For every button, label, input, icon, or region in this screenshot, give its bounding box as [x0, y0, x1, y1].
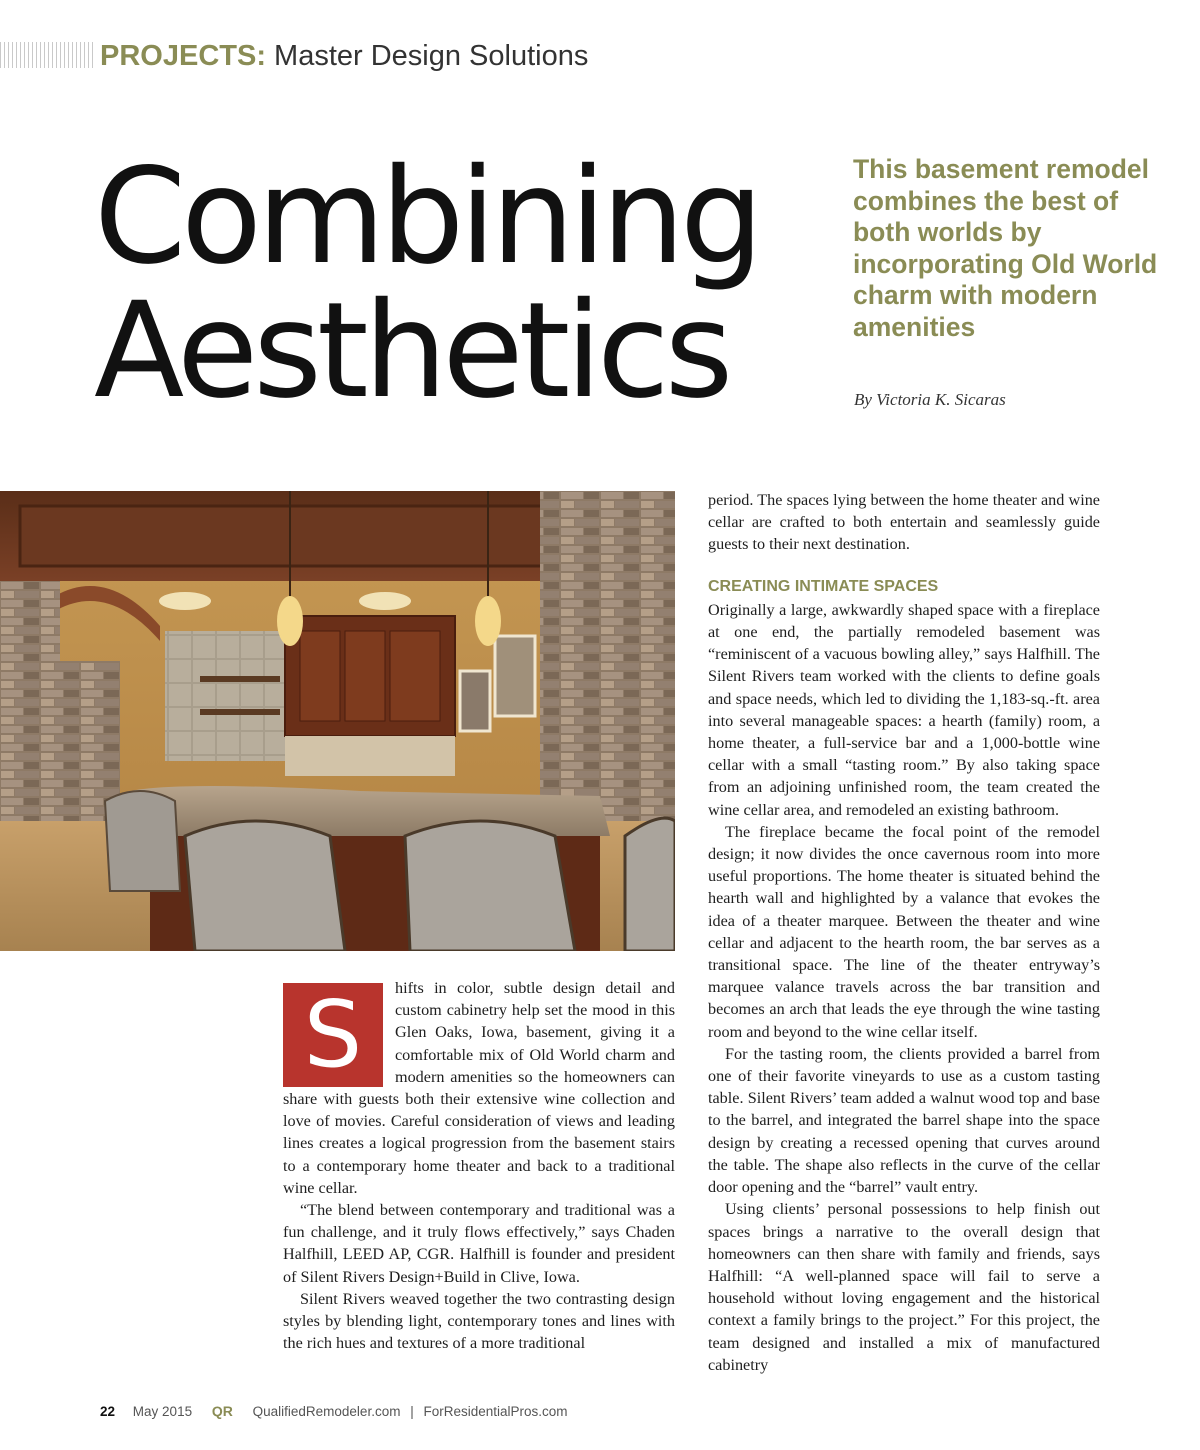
headline-line-2: Aesthetics [94, 274, 729, 428]
page-footer [100, 1403, 568, 1419]
body-paragraph: “The blend between contemporary and traditional was a fun challenge, and it truly flows effectively,” says Chaden Halfhill, LEED AP, CGR. Halfhill is founder and president of Silent Rivers Design+Build in Clive, Iowa. [283, 1201, 675, 1286]
body-column-left [283, 977, 675, 1354]
body-paragraph: Using clients’ personal possessions to help finish out spaces brings a narrative to the overall design that homeowners can then share with family and friends, says Halfhill: “A well-planned space will fail to serve a household without loving engagement and the historical context a family brings to the project.” For this project, the team designed and installed a mix of manufactured cabinetry [708, 1200, 1100, 1374]
body-column-right [708, 489, 1100, 1376]
article-deck: This basement remodel combines the best of both worlds by incorporating Old World charm with modern amenities [853, 154, 1158, 342]
drop-cap: S [283, 983, 383, 1087]
headline-line-1: Combining [94, 140, 759, 294]
body-paragraph: hifts in color, subtle design detail and custom cabinetry help set the mood in this Glen Oaks, Iowa, basement, giving it a comfortable mix of Old World charm and modern amenities so the homeowners can share with guests both their extensive wine collection and love of movies. Careful consideration of views and leading lines creates a logical progression from the basement stairs to a contemporary home theater and back to a traditional wine cellar. [283, 979, 675, 1197]
section-header [100, 36, 588, 76]
subsection-label: Master Design Solutions [274, 40, 589, 72]
photo-illustration [0, 491, 675, 951]
section-label: PROJECTS: [100, 40, 266, 72]
body-paragraph: Originally a large, awkwardly shaped space with a fireplace at one end, the partially remodeled basement was “reminiscent of a vacuous bowling alley,” says Halfhill. The Silent Rivers team worked with the clients to define goals and space needs, which led to dividing the 1,183-sq.-ft. area into several manageable spaces: a hearth (family) room, a home theater, a full-service bar and a 1,000-bottle wine cellar with a small “tasting room.” By also taking space from an adjoining unfinished room, the team created the wine cellar area, and remodeled an existing bathroom. [708, 600, 1100, 819]
body-paragraph: Silent Rivers weaved together the two contrasting design styles by blending light, contemporary tones and lines with the rich hues and textures of a more traditional [283, 1289, 675, 1353]
body-paragraph: period. The spaces lying between the home theater and wine cellar are crafted to both entertain and seamlessly guide guests to their next destination. [708, 491, 1100, 554]
article-headline [94, 140, 759, 428]
header-stripe-decoration [0, 42, 96, 68]
article-byline: By Victoria K. Sicaras [854, 390, 1006, 409]
footer-link-qualified-remodeler[interactable]: QualifiedRemodeler.com [252, 1404, 401, 1419]
basement-bar-photo [0, 491, 675, 951]
footer-separator: | [410, 1404, 414, 1419]
page-number: 22 [100, 1404, 116, 1419]
body-paragraph: For the tasting room, the clients provided a barrel from one of their favorite vineyards to use as a custom tasting table. Silent Rivers’ team added a walnut wood top and base to the barrel, and integrated the barrel shape into the space design by creating a recessed opening that curves around the table. The shape also reflects in the curve of the cellar door opening and the “barrel” vault entry. [708, 1044, 1100, 1197]
body-paragraph: The fireplace became the focal point of the remodel design; it now divides the once cavernous room into more useful proportions. The home theater is situated behind the hearth wall and highlighted by a valance that evokes the idea of a theater marquee. Between the theater and wine cellar and adjacent to the hearth room, the bar serves as a transitional space. The line of the theater entryway’s marquee valance travels across the bar transition and becomes an arch that leads the eye through the wine tasting room and beyond to the wine cellar itself. [708, 822, 1100, 1041]
section-subhead: CREATING INTIMATE SPACES [708, 577, 939, 595]
magazine-logo: QR [211, 1403, 233, 1419]
issue-date: May 2015 [132, 1404, 193, 1419]
footer-link-for-residential-pros[interactable]: ForResidentialPros.com [423, 1404, 568, 1419]
